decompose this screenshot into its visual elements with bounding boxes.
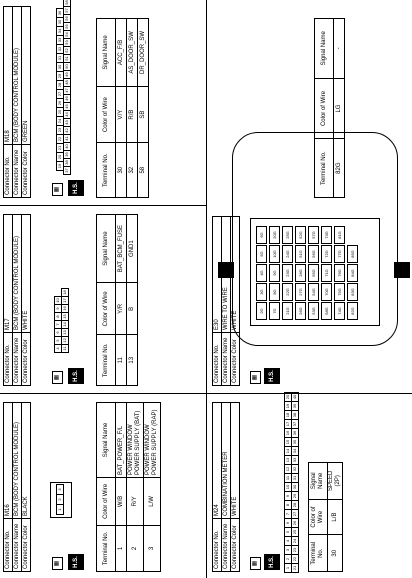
pin: 6 — [284, 518, 292, 528]
pin: 34 — [291, 446, 299, 456]
m17-signal-table: Terminal No. Color of Wire Signal Name 11 Y/R BAT_BCM_FUSE 13 B GND1 — [96, 214, 138, 386]
pin: 2 — [284, 554, 292, 564]
pin: 83G — [347, 283, 358, 301]
pin: 24 — [291, 536, 299, 546]
pin: 5 — [284, 527, 292, 537]
pin: 5G — [256, 245, 267, 263]
pin: 26G — [295, 302, 306, 320]
pin: 23 — [56, 125, 64, 135]
pin: 12 — [61, 336, 69, 345]
pin: 35 — [291, 437, 299, 447]
table-row: 3 L/W POWER WINDOW POWER SUPPLY (RAP) — [144, 403, 161, 572]
pin: 7 — [54, 320, 62, 329]
pin: 4 — [284, 536, 292, 546]
pin: 34 — [56, 26, 64, 36]
pin: 8G — [269, 283, 280, 301]
m17-connector-no: M17 — [4, 215, 13, 333]
pin: 14 — [284, 446, 292, 456]
pin: 31 — [291, 473, 299, 483]
pin: 16 — [284, 428, 292, 438]
pin: 25G — [282, 226, 293, 244]
hs-badge: H.S. — [68, 554, 84, 570]
pin: 37 — [63, 166, 71, 175]
pin: 15 — [61, 312, 69, 321]
pin: 28 — [56, 80, 64, 90]
pin: 16 — [61, 304, 69, 313]
pin: 53 — [63, 38, 71, 47]
pin: 35 — [56, 17, 64, 27]
pin: 44 — [63, 110, 71, 119]
pin: 32 — [291, 464, 299, 474]
pin: 1 — [284, 563, 292, 573]
m17-connector-info: Connector No. M17 Connector Name BCM (BODY CONTROL MODULE) Connector Color WHITE — [3, 214, 31, 386]
pin: 56G — [308, 245, 319, 263]
divider-2 — [0, 205, 206, 206]
pin: 20 — [56, 152, 64, 162]
pin: 26 — [56, 98, 64, 108]
pin: 42 — [63, 126, 71, 135]
pin: 8 — [284, 500, 292, 510]
pin: 48 — [63, 78, 71, 87]
pin: 29 — [56, 71, 64, 81]
pin: 7G — [269, 302, 280, 320]
pin: 39 — [63, 150, 71, 159]
pin: 3G — [256, 283, 267, 301]
pin: 26 — [291, 518, 299, 528]
pin: 38 — [63, 158, 71, 167]
m18-pin-row-bottom — [63, 0, 71, 174]
pin: 20G — [269, 226, 280, 244]
pin: 33 — [56, 35, 64, 45]
m18-connector-info: Connector No. M18 Connector Name BCM (BODY CONTROL MODULE) Connector Color GREEN — [3, 6, 31, 198]
m18-connector-color: GREEN — [22, 7, 31, 145]
e30-connector-info: Connector No. E30 Connector Name WIRE TO WIRE Connector Color WHITE — [212, 216, 240, 386]
pin: 41 — [63, 134, 71, 143]
pin: 32 — [56, 44, 64, 54]
table-row: 58 SB DR_DOOR_SW — [138, 19, 149, 198]
pin: 10 — [284, 482, 292, 492]
pin: 28 — [291, 500, 299, 510]
pin: 84G — [347, 264, 358, 282]
pin: 14 — [61, 320, 69, 329]
m24-connector-no: M24 — [213, 403, 222, 519]
pin: 47 — [63, 86, 71, 95]
m16-connector-info: Connector No. M16 Connector Name BCM (BODY CONTROL MODULE) Connector Color BLACK — [3, 402, 31, 572]
pin: 51G — [295, 245, 306, 263]
pin: 17 — [284, 419, 292, 429]
pin: 74G — [334, 302, 345, 320]
pin: 19 — [284, 401, 292, 411]
pin: 9 — [284, 491, 292, 501]
pin: 23 — [291, 545, 299, 555]
pin: 13 — [284, 455, 292, 465]
e30-latch-right — [394, 262, 410, 278]
pin: 10 — [54, 296, 62, 305]
e30-latch-left — [218, 262, 234, 278]
pin: 54G — [308, 283, 319, 301]
table-row: 30 L/B SPEED (2P) — [328, 463, 343, 572]
pin: 18 — [284, 410, 292, 420]
table-row: 32 R/B AS_DOOR_SW — [127, 19, 138, 198]
hs-badge: H.S. — [68, 368, 84, 384]
m16-pin-row — [56, 484, 64, 514]
pin: 17 — [61, 296, 69, 305]
e30-connector-name: WIRE TO WIRE — [222, 217, 231, 333]
pin: 43 — [63, 118, 71, 127]
pin: 75G — [334, 283, 345, 301]
table-row: 82G LG - — [334, 19, 345, 198]
divider-1 — [0, 393, 206, 394]
m24-connector-name: COMBINATION METER — [222, 403, 231, 519]
pin: 21 — [291, 563, 299, 573]
pin: 2 — [56, 494, 64, 505]
pin: 55G — [308, 264, 319, 282]
horizontal-divider — [206, 0, 207, 578]
pin: 85G — [347, 245, 358, 263]
pin: 12 — [284, 464, 292, 474]
pin: 57G — [308, 226, 319, 244]
pin: 81G — [334, 226, 345, 244]
pin: 73G — [321, 226, 332, 244]
table-row: 1 W/B BAT_POWER_F/L — [116, 403, 127, 572]
m24-connector-color: WHITE — [231, 403, 240, 519]
pin: 55 — [63, 22, 71, 31]
pin: 3 — [284, 545, 292, 555]
pin: 72G — [321, 245, 332, 263]
pin: 33 — [291, 455, 299, 465]
connector-face-icon: ▦ — [52, 557, 63, 570]
pin: 7 — [284, 509, 292, 519]
pin: 71G — [321, 264, 332, 282]
m18-connector-no: M18 — [4, 7, 13, 145]
m18-connector-name: BCM (BODY CONTROL MODULE) — [13, 7, 22, 145]
pin: 46 — [63, 94, 71, 103]
pin: 27 — [291, 509, 299, 519]
pin: 6 — [54, 328, 62, 337]
hs-badge: H.S. — [68, 180, 84, 196]
pin: 51 — [63, 54, 71, 63]
m24-connector-info: Connector No. M24 Connector Name COMBINATION METER Connector Color WHITE — [212, 402, 240, 572]
table-row: 30 V/Y ACC_F/B — [116, 19, 127, 198]
pin: 29 — [291, 491, 299, 501]
pin: 57 — [63, 6, 71, 15]
e30-connector-color: WHITE — [231, 217, 240, 333]
connector-face-icon: ▦ — [52, 183, 63, 196]
pin: 19 — [56, 161, 64, 171]
pin: 27 — [56, 89, 64, 99]
pin: 30 — [291, 482, 299, 492]
pin: 70G — [321, 283, 332, 301]
m18-signal-table: Terminal No. Color of Wire Signal Name 30 V/Y ACC_F/B 32 R/B AS_DOOR_SW 58 SB DR_DOOR_SW — [96, 18, 149, 198]
pin: 11 — [61, 344, 69, 353]
pin: 13 — [61, 328, 69, 337]
pin: 39 — [291, 401, 299, 411]
pin: 28G — [295, 264, 306, 282]
connector-face-icon: ▦ — [250, 371, 261, 384]
pin: 56 — [63, 14, 71, 23]
table-row: 11 Y/R BAT_BCM_FUSE — [116, 215, 127, 386]
m16-connector-name: BCM (BODY CONTROL MODULE) — [13, 403, 22, 519]
pin: 6G — [256, 226, 267, 244]
pin: 31 — [56, 53, 64, 63]
hs-badge: H.S. — [264, 554, 280, 570]
pin: 22G — [282, 283, 293, 301]
e30-pin-grid — [256, 226, 372, 320]
e30-connector-no: E30 — [213, 217, 222, 333]
table-row: 2 R/Y POWER WINDOW POWER SUPPLY (BAT) — [127, 403, 144, 572]
pin: 21 — [56, 143, 64, 153]
pin: 24G — [282, 245, 293, 263]
pin: 25 — [56, 107, 64, 117]
pin: 77G — [334, 245, 345, 263]
m24-signal-table: Terminal No. Color of Wire Signal Name 30 L/B SPEED (2P) — [308, 462, 343, 572]
pin: 76G — [334, 264, 345, 282]
m16-connector-no: M16 — [4, 403, 13, 519]
pin: 23G — [282, 264, 293, 282]
pin: 21G — [282, 302, 293, 320]
m16-connector-color: BLACK — [22, 403, 31, 519]
pin: 24 — [56, 116, 64, 126]
connector-face-icon: ▦ — [250, 557, 261, 570]
pin: 38 — [291, 410, 299, 420]
divider-3 — [206, 393, 412, 394]
pin: 25 — [291, 527, 299, 537]
pin: 40 — [63, 142, 71, 151]
hs-badge: H.S. — [264, 368, 280, 384]
pin: 52 — [63, 46, 71, 55]
m17-connector-name: BCM (BODY CONTROL MODULE) — [13, 215, 22, 333]
pin: 4 — [54, 344, 62, 353]
pin: 36 — [291, 428, 299, 438]
pin: 15 — [284, 437, 292, 447]
connector-face-icon: ▦ — [52, 371, 63, 384]
pin: 9G — [269, 264, 280, 282]
pin: 2G — [256, 302, 267, 320]
pin: 37 — [291, 419, 299, 429]
pin: 58G — [321, 302, 332, 320]
pin: 1 — [56, 504, 64, 515]
pin: 82G — [347, 302, 358, 320]
pin: 11 — [284, 473, 292, 483]
pin: 4G — [256, 264, 267, 282]
pin: 53G — [308, 302, 319, 320]
m16-signal-table: Terminal No. Color of Wire Signal Name 1 W/B BAT_POWER_F/L 2 R/Y POWER WINDOW POWER SUPPLY (BAT) 3 L/W POWER WINDOW POWER SUPPLY (RAP) — [96, 402, 161, 572]
pin: 45 — [63, 102, 71, 111]
pin: 22 — [56, 134, 64, 144]
pin: 8 — [54, 312, 62, 321]
pin: 58 — [63, 0, 71, 7]
pin: 3 — [56, 484, 64, 495]
pin: 54 — [63, 30, 71, 39]
pin: 27G — [295, 283, 306, 301]
m24-pin-row-bottom — [291, 392, 299, 572]
e30-signal-table: Terminal No. Color of Wire Signal Name 82G LG - — [314, 18, 345, 198]
pin: 22 — [291, 554, 299, 564]
pin: 36 — [56, 8, 64, 18]
pin: 18 — [61, 288, 69, 297]
pin: 49 — [63, 70, 71, 79]
m17-connector-color: WHITE — [22, 215, 31, 333]
m17-pin-row-bottom — [61, 288, 69, 352]
pin: 5 — [54, 336, 62, 345]
pin: 9 — [54, 304, 62, 313]
pin: 52G — [295, 226, 306, 244]
pin: 20 — [284, 392, 292, 402]
pin: 10G — [269, 245, 280, 263]
pin: 30 — [56, 62, 64, 72]
pin: 50 — [63, 62, 71, 71]
pin: 40 — [291, 392, 299, 402]
table-row: 13 B GND1 — [127, 215, 138, 386]
